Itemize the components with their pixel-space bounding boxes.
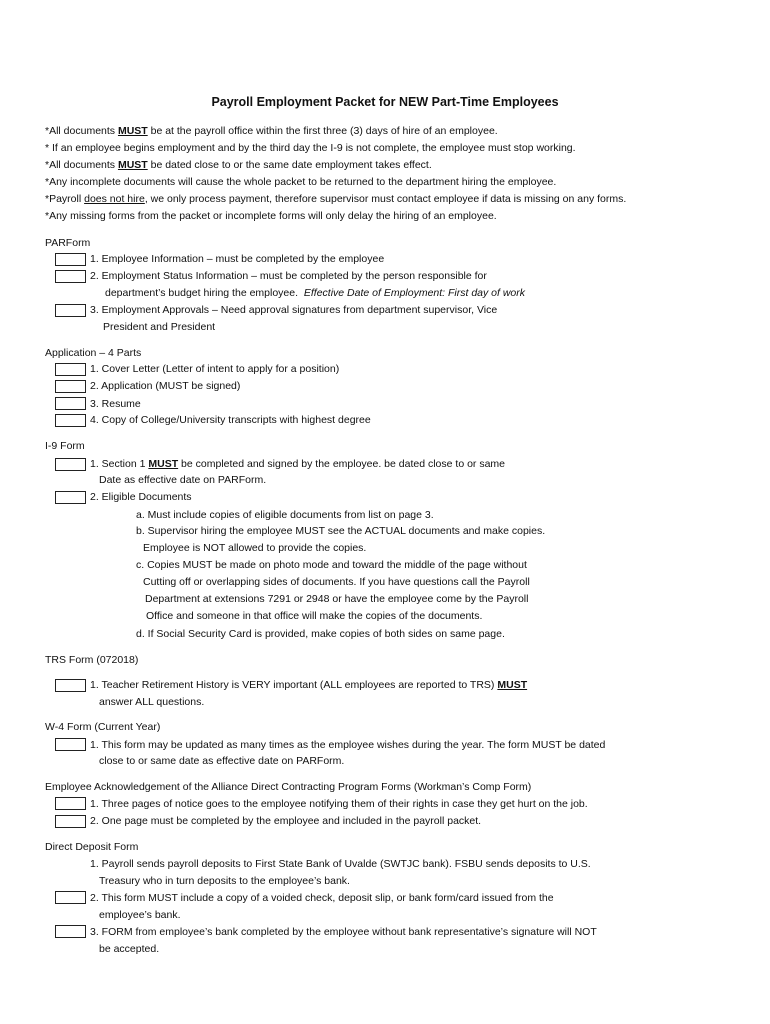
deposit-item-1-line-1: 1. Payroll sends payroll deposits to First State Bank of Uvalde (SWTJC bank). FSBU sends deposits to U.S. — [90, 858, 591, 870]
deposit-item-2-line-2: employee’s bank. — [99, 909, 181, 921]
deposit-item-1-line-2: Treasury who in turn deposits to the employee’s bank. — [99, 875, 350, 887]
w4-heading: W-4 Form (Current Year) — [45, 721, 161, 733]
ack-heading: Employee Acknowledgement of the Alliance Direct Contracting Program Forms (Workman’s Comp Form) — [45, 781, 532, 793]
application-item-2: 2. Application (MUST be signed) — [90, 380, 241, 392]
i9-checkbox-1[interactable] — [55, 458, 86, 471]
application-item-4: 4. Copy of College/University transcripts with highest degree — [90, 414, 371, 426]
intro-line-6: *Any missing forms from the packet or incomplete forms will only delay the hiring of an employee. — [45, 210, 497, 222]
application-checkbox-1[interactable] — [55, 363, 86, 376]
i9-sub-c-line-3: Department at extensions 7291 or 2948 or have the employee come by the Payroll — [145, 593, 529, 605]
deposit-item-3-line-2: be accepted. — [99, 943, 160, 955]
ack-item-1: 1. Three pages of notice goes to the employee notifying them of their rights in case they get hurt on the job. — [90, 798, 588, 810]
deposit-checkbox-2[interactable] — [55, 891, 86, 904]
i9-sub-a: a. Must include copies of eligible documents from list on page 3. — [136, 509, 434, 521]
parform-checkbox-1[interactable] — [55, 253, 86, 266]
parform-heading: PARForm — [45, 237, 91, 249]
parform-item-2-line-2: department’s budget hiring the employee. Effective Date of Employment: First day of work — [105, 287, 526, 299]
application-checkbox-3[interactable] — [55, 397, 86, 410]
deposit-item-3-line-1: 3. FORM from employee’s bank completed by the employee without bank representative’s signature will NOT — [90, 926, 597, 938]
w4-checkbox-1[interactable] — [55, 738, 86, 751]
deposit-checkbox-3[interactable] — [55, 925, 86, 938]
i9-item-2: 2. Eligible Documents — [90, 491, 192, 503]
w4-item-1-line-1: 1. This form may be updated as many times as the employee wishes during the year. The form MUST be dated — [90, 739, 606, 751]
i9-sub-c-line-4: Office and someone in that office will make the copies of the documents. — [146, 610, 483, 622]
i9-sub-b-line-1: b. Supervisor hiring the employee MUST see the ACTUAL documents and make copies. — [136, 525, 546, 537]
parform-item-3-line-2: President and President — [103, 321, 216, 333]
intro-line-2: * If an employee begins employment and by the third day the I-9 is not complete, the employee must stop working. — [45, 142, 576, 154]
i9-sub-b-line-2: Employee is NOT allowed to provide the copies. — [143, 542, 367, 554]
intro-line-1: *All documents MUST be at the payroll office within the first three (3) days of hire of an employee. — [45, 125, 498, 137]
i9-item-1-line-2: Date as effective date on PARForm. — [99, 474, 267, 486]
application-item-1: 1. Cover Letter (Letter of intent to apply for a position) — [90, 363, 340, 375]
ack-checkbox-2[interactable] — [55, 815, 86, 828]
trs-heading: TRS Form (072018) — [45, 654, 139, 666]
i9-sub-c-line-2: Cutting off or overlapping sides of documents. If you have questions call the Payroll — [143, 576, 530, 588]
ack-item-2: 2. One page must be completed by the employee and included in the payroll packet. — [90, 815, 482, 827]
i9-sub-c-line-1: c. Copies MUST be made on photo mode and toward the middle of the page without — [136, 559, 527, 571]
parform-item-2-line-1: 2. Employment Status Information – must be completed by the person responsible for — [90, 270, 487, 282]
i9-item-1-line-1: 1. Section 1 MUST be completed and signed by the employee. be dated close to or same — [90, 458, 505, 470]
intro-line-3: *All documents MUST be dated close to or the same date employment takes effect. — [45, 159, 432, 171]
w4-item-1-line-2: close to or same date as effective date on PARForm. — [99, 755, 345, 767]
i9-heading: I-9 Form — [45, 440, 85, 452]
application-checkbox-4[interactable] — [55, 414, 86, 427]
deposit-item-2-line-1: 2. This form MUST include a copy of a voided check, deposit slip, or bank form/card issued from the — [90, 892, 554, 904]
application-heading: Application – 4 Parts — [45, 347, 142, 359]
parform-item-1: 1. Employee Information – must be completed by the employee — [90, 253, 385, 265]
trs-item-1-line-1: 1. Teacher Retirement History is VERY important (ALL employees are reported to TRS) MUST — [90, 679, 528, 691]
page-title: Payroll Employment Packet for NEW Part-Time Employees — [211, 95, 559, 109]
parform-checkbox-3[interactable] — [55, 304, 86, 317]
trs-checkbox-1[interactable] — [55, 679, 86, 692]
intro-line-4: *Any incomplete documents will cause the whole packet to be returned to the department hiring the employee. — [45, 176, 557, 188]
application-item-3: 3. Resume — [90, 398, 141, 410]
ack-checkbox-1[interactable] — [55, 797, 86, 810]
application-checkbox-2[interactable] — [55, 380, 86, 393]
trs-item-1-line-2: answer ALL questions. — [99, 696, 205, 708]
parform-checkbox-2[interactable] — [55, 270, 86, 283]
deposit-heading: Direct Deposit Form — [45, 841, 139, 853]
i9-checkbox-2[interactable] — [55, 491, 86, 504]
i9-sub-d: d. If Social Security Card is provided, make copies of both sides on same page. — [136, 628, 505, 640]
intro-line-5: *Payroll does not hire, we only process payment, therefore supervisor must contact employee if data is missing on any forms. — [45, 193, 627, 205]
parform-item-3-line-1: 3. Employment Approvals – Need approval signatures from department supervisor, Vice — [90, 304, 498, 316]
